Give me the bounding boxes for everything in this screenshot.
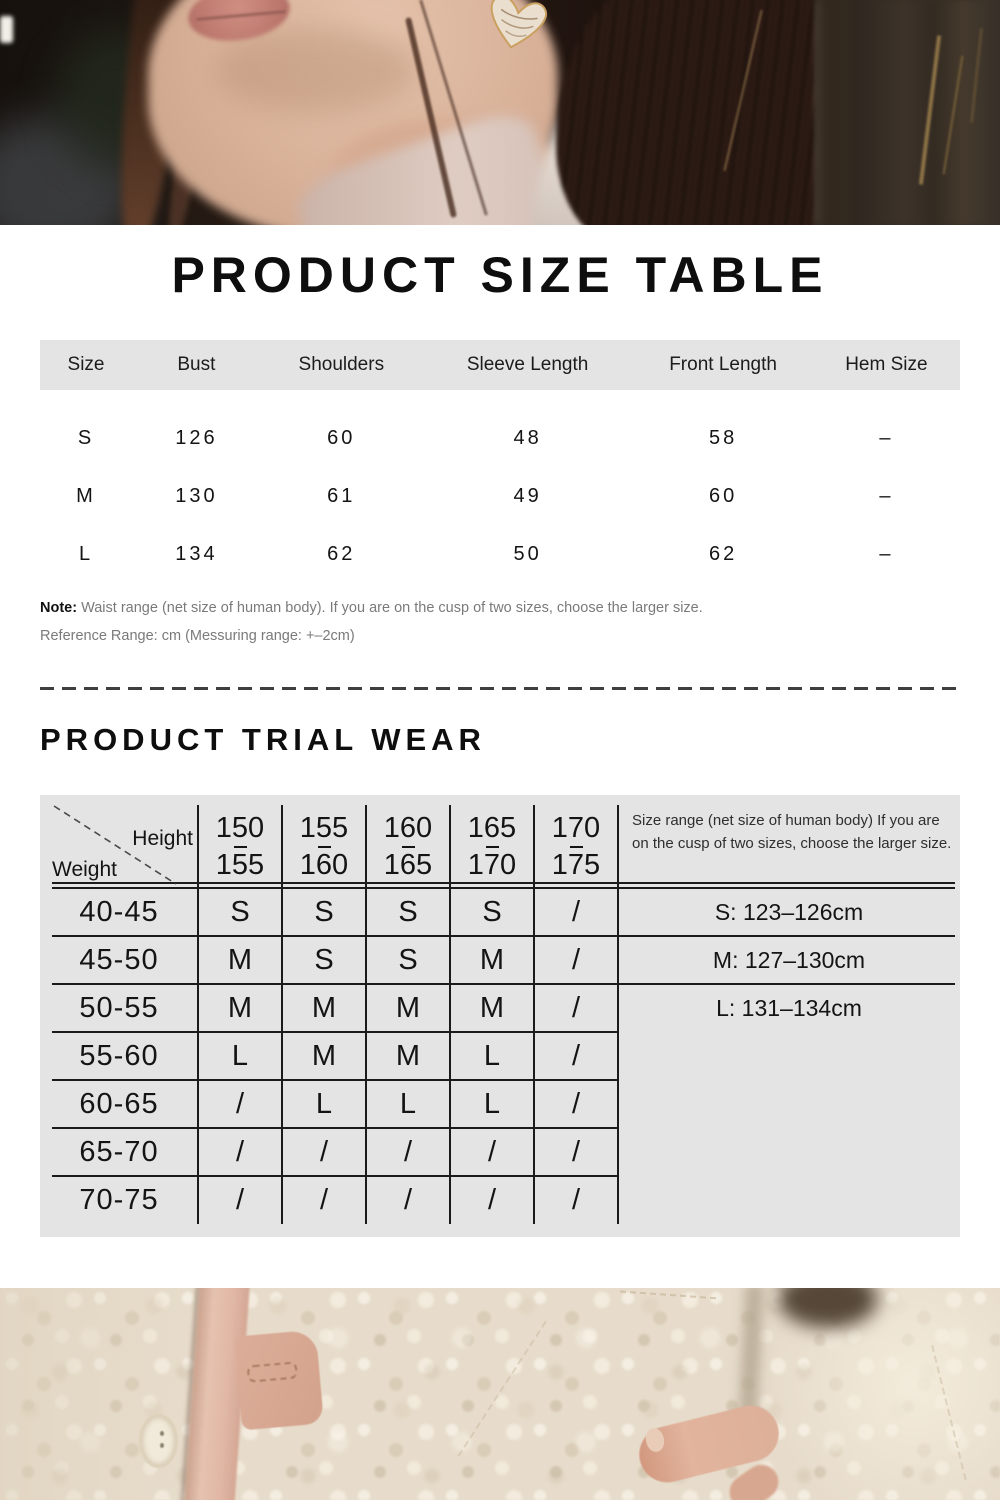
column-header-size: Size [67,354,105,375]
size-cell: / [571,991,581,1024]
size-cell: L [315,1087,333,1120]
size-cell: / [235,1135,245,1168]
axis-corner-cell [40,795,198,888]
height-range-column [282,809,366,885]
size-cell: S [314,895,334,928]
size-note-label: Note: [40,600,78,616]
height-top: 155 [299,811,349,844]
size-cell: M [311,1039,337,1072]
dashed-divider [40,687,962,690]
trial-row [40,1128,618,1176]
buttonhole-tab [234,1330,324,1431]
size-range-s: S: 123–126cm [714,898,864,925]
weight-label: 55-60 [79,1039,159,1072]
cell-size: L [78,542,94,565]
button-hole [160,1431,164,1436]
size-cell: M [311,991,337,1024]
height-range-column [534,809,618,885]
size-cell: / [487,1135,497,1168]
size-note [40,600,703,616]
size-cell: S [314,943,334,976]
trial-row [40,984,618,1032]
size-cell: M [395,991,421,1024]
size-cell: / [319,1183,329,1216]
cell-size: S [77,426,95,449]
cell-size: M [76,484,96,507]
size-cell: / [571,895,581,928]
column-header-hem-size: Hem Size [845,354,928,375]
size-row-m [40,482,960,510]
coat-detail-photo [0,1288,1000,1500]
range-dash [486,846,499,849]
size-table-header [40,340,960,390]
size-cell: L [483,1039,501,1072]
weight-label: 60-65 [79,1087,159,1120]
cell-front: 60 [708,484,738,507]
size-cell: L [231,1039,249,1072]
trial-wear-table [40,795,960,1237]
size-cell: / [403,1183,413,1216]
trial-wear-title: PRODUCT TRIAL WEAR [40,722,486,757]
size-range-l: L: 131–134cm [716,994,862,1021]
cell-shoulders: 60 [327,426,356,449]
size-range-m: M: 127–130cm [712,946,866,973]
size-cell: / [487,1183,497,1216]
range-dash [318,846,331,849]
background-highlight [0,16,13,43]
height-bottom: 160 [299,849,349,882]
cell-front: 58 [708,426,738,449]
size-cell: / [235,1183,245,1216]
cell-front: 62 [708,542,738,565]
trial-row [40,1080,618,1128]
size-cell: M [227,991,253,1024]
weight-label: 45-50 [79,943,159,976]
trial-row [40,936,618,984]
trial-row [40,888,618,936]
height-bottom: 175 [551,849,601,882]
cell-bust: 134 [175,542,218,565]
size-cell: / [235,1087,245,1120]
column-header-sleeve-length: Sleeve Length [466,354,589,375]
size-cell: M [395,1039,421,1072]
weight-label: 65-70 [79,1135,159,1168]
cell-hem: – [879,542,894,565]
cell-sleeve: 50 [513,542,542,565]
cell-hem: – [879,484,894,507]
height-axis-label: Height [132,827,193,850]
cell-shoulders: 61 [327,484,356,507]
height-range-column [198,809,282,885]
size-note-text: Waist range (net size of human body). If you are on the cusp of two sizes, choose the larger size. [77,600,703,616]
size-cell: M [227,943,253,976]
size-cell: / [571,1087,581,1120]
jaw-shadow [215,28,415,113]
button-hole [160,1443,164,1448]
hair-mass-right [556,0,814,225]
cell-bust: 130 [175,484,218,507]
size-cell: L [399,1087,417,1120]
buttonhole-stitch [247,1361,298,1382]
column-header-front-length: Front Length [669,354,777,375]
background-right [852,0,1000,225]
weight-label: 50-55 [79,991,159,1024]
trial-row [40,1176,618,1224]
cell-sleeve: 48 [513,426,542,449]
height-range-column [366,809,450,885]
height-bottom: 165 [383,849,433,882]
size-cell: S [482,895,502,928]
size-cell: M [479,943,505,976]
height-bottom: 155 [215,849,265,882]
reference-note: Reference Range: cm (Messuring range: +–2cm) [40,628,355,644]
weight-axis-label: Weight [52,858,117,881]
size-cell: / [403,1135,413,1168]
height-top: 150 [215,811,265,844]
cell-bust: 126 [175,426,218,449]
size-cell: S [230,895,250,928]
size-cell: / [571,1183,581,1216]
size-cell: S [398,895,418,928]
coat-button [139,1414,178,1468]
height-top: 170 [551,811,601,844]
height-bottom: 170 [467,849,517,882]
cell-hem: – [879,426,894,449]
size-cell: S [398,943,418,976]
trial-row [40,1032,618,1080]
height-top: 160 [383,811,433,844]
size-row-s [40,424,960,452]
height-top: 165 [467,811,517,844]
height-range-column [450,809,534,885]
size-cell: / [319,1135,329,1168]
size-row-l [40,540,960,568]
range-dash [570,846,583,849]
trial-wear-note: Size range (net size of human body) If you are on the cusp of two sizes, choose the larger size. [632,812,952,852]
cell-sleeve: 49 [513,484,542,507]
column-header-shoulders: Shoulders [298,354,385,375]
size-cell: M [479,991,505,1024]
left-shading [0,1288,190,1500]
range-dash [402,846,415,849]
size-cell: / [571,943,581,976]
size-table-title: PRODUCT SIZE TABLE [171,247,829,303]
weight-label: 70-75 [79,1183,159,1216]
size-cell: / [571,1135,581,1168]
size-cell: / [571,1039,581,1072]
size-cell: L [483,1087,501,1120]
weight-label: 40-45 [79,895,159,928]
model-photo [0,0,1000,225]
column-header-bust: Bust [177,354,216,375]
range-dash [234,846,247,849]
cell-shoulders: 62 [327,542,356,565]
